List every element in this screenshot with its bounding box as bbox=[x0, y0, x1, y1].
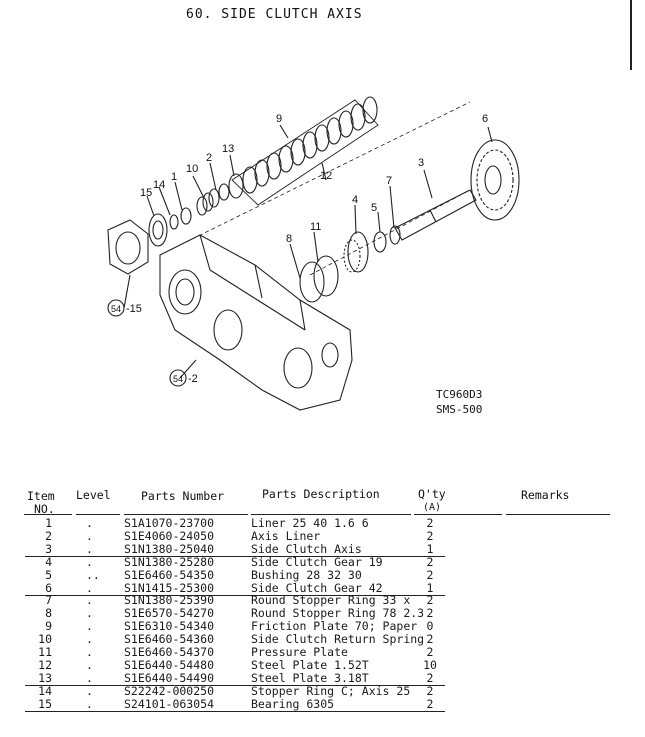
callout-5: 5 bbox=[371, 202, 378, 214]
callout-12: 12 bbox=[320, 170, 333, 182]
table-row bbox=[0, 659, 645, 672]
row-level: . bbox=[86, 580, 93, 595]
ref-54b-suffix: -2 bbox=[188, 373, 198, 385]
ref-54a: 54 bbox=[111, 304, 122, 314]
clutch-plate-stack bbox=[243, 97, 377, 193]
callout-2: 2 bbox=[206, 152, 213, 164]
callout-11: 11 bbox=[310, 221, 322, 233]
row-level: . bbox=[86, 554, 93, 569]
header-rule bbox=[506, 514, 610, 515]
header-parts-number: Parts Number bbox=[141, 489, 225, 503]
row-parts-number: S1N1380-25040 bbox=[124, 541, 215, 556]
row-parts-description: Round Stopper Ring 33 x bbox=[251, 593, 411, 608]
callout-15: 15 bbox=[140, 187, 153, 199]
row-qty: 2 bbox=[426, 670, 434, 685]
row-parts-number: S1N1415-25300 bbox=[124, 580, 215, 595]
row-qty: 2 bbox=[426, 516, 434, 530]
header-rule bbox=[251, 514, 411, 515]
row-parts-number: S1E6440-54490 bbox=[124, 670, 215, 685]
row-item: 5 bbox=[45, 567, 52, 582]
row-level: . bbox=[86, 683, 93, 698]
row-item: 3 bbox=[45, 541, 52, 556]
row-qty: 2 bbox=[426, 683, 434, 698]
header-rule bbox=[76, 514, 120, 515]
row-qty: 1 bbox=[426, 541, 434, 556]
row-qty: 2 bbox=[426, 567, 434, 582]
row-item: 13 bbox=[38, 670, 52, 685]
row-qty: 2 bbox=[426, 528, 434, 543]
diagram-code-2: SMS-500 bbox=[436, 403, 483, 416]
row-parts-description: Steel Plate 3.18T bbox=[251, 670, 369, 685]
page-title: 60. SIDE CLUTCH AXIS bbox=[186, 7, 363, 22]
row-parts-description: Side Clutch Gear 19 bbox=[251, 554, 383, 569]
header-rule bbox=[124, 514, 248, 515]
row-level: . bbox=[86, 593, 93, 608]
row-level: . bbox=[86, 516, 93, 530]
row-level: . bbox=[86, 645, 93, 659]
row-level: . bbox=[86, 670, 93, 685]
header-parts-description: Parts Description bbox=[262, 487, 380, 501]
row-qty: 2 bbox=[426, 696, 434, 711]
row-qty: 2 bbox=[426, 593, 434, 608]
row-parts-description: Round Stopper Ring 78 2.3 bbox=[251, 606, 425, 621]
row-parts-description: Bearing 6305 bbox=[251, 696, 335, 711]
row-parts-description: Side Clutch Return Spring bbox=[251, 632, 425, 647]
callout-1: 1 bbox=[171, 171, 178, 183]
row-item: 14 bbox=[38, 683, 52, 698]
row-parts-description: Friction Plate 70; Paper bbox=[251, 619, 418, 634]
header-rule bbox=[24, 514, 72, 515]
row-item: 2 bbox=[45, 528, 52, 543]
ref-54b: 54 bbox=[173, 374, 184, 384]
table-row bbox=[0, 569, 645, 582]
row-parts-description: Bushing 28 32 30 bbox=[251, 567, 362, 582]
row-level: . bbox=[86, 606, 93, 621]
exploded-parts-diagram bbox=[0, 30, 645, 470]
callout-4: 4 bbox=[352, 194, 359, 206]
header-rule bbox=[414, 514, 502, 515]
row-item: 12 bbox=[38, 657, 52, 672]
row-qty: 1 bbox=[426, 580, 434, 595]
row-parts-number: S1A1070-23700 bbox=[124, 516, 215, 530]
callout-9: 9 bbox=[276, 113, 283, 125]
row-parts-description: Pressure Plate bbox=[251, 645, 348, 659]
header-remarks: Remarks bbox=[521, 488, 570, 502]
row-parts-number: S1E4060-24050 bbox=[124, 528, 215, 543]
row-parts-number: S1E6440-54480 bbox=[124, 657, 215, 672]
table-row bbox=[0, 685, 645, 698]
row-item: 4 bbox=[45, 554, 52, 569]
row-parts-description: Side Clutch Gear 42 bbox=[251, 580, 383, 595]
header-item-no: NO. bbox=[34, 502, 55, 516]
row-item: 6 bbox=[45, 580, 52, 595]
callout-8: 8 bbox=[286, 233, 293, 245]
row-level: . bbox=[86, 696, 93, 711]
row-level: .. bbox=[86, 567, 100, 582]
header-level: Level bbox=[76, 488, 111, 502]
row-parts-number: S1E6460-54360 bbox=[124, 632, 215, 647]
callout-3: 3 bbox=[418, 157, 425, 169]
row-item: 1 bbox=[45, 516, 52, 530]
row-level: . bbox=[86, 632, 93, 647]
row-parts-number: S1E6460-54370 bbox=[124, 645, 215, 659]
header-qty: Q'ty bbox=[418, 487, 446, 501]
row-item: 9 bbox=[45, 619, 52, 634]
row-level: . bbox=[86, 541, 93, 556]
table-row bbox=[0, 556, 645, 569]
callout-7: 7 bbox=[386, 175, 393, 187]
table-row bbox=[0, 530, 645, 543]
row-parts-description: Liner 25 40 1.6 6 bbox=[251, 516, 369, 530]
callout-6: 6 bbox=[482, 113, 489, 125]
row-parts-description: Stopper Ring C; Axis 25 bbox=[251, 683, 411, 698]
row-item: 11 bbox=[38, 645, 52, 659]
row-level: . bbox=[86, 619, 93, 634]
row-parts-number: S1N1380-25280 bbox=[124, 554, 215, 569]
diagram-code-1: TC960D3 bbox=[436, 388, 483, 401]
gear-6 bbox=[471, 140, 519, 220]
row-parts-description: Side Clutch Axis bbox=[251, 541, 362, 556]
row-parts-number: S22242-000250 bbox=[124, 683, 215, 698]
row-parts-number: S1E6310-54340 bbox=[124, 619, 215, 634]
row-item: 10 bbox=[38, 632, 52, 647]
callout-14: 14 bbox=[153, 179, 166, 191]
row-parts-number: S24101-063054 bbox=[124, 696, 215, 711]
row-qty: 2 bbox=[426, 645, 434, 659]
ref-54a-suffix: -15 bbox=[126, 303, 142, 315]
callout-10: 10 bbox=[186, 163, 199, 175]
table-row bbox=[25, 698, 445, 712]
row-item: 8 bbox=[45, 606, 52, 621]
row-parts-description: Axis Liner bbox=[251, 528, 321, 543]
row-qty: 10 bbox=[423, 657, 437, 672]
row-level: . bbox=[86, 657, 93, 672]
header-qty-sub: (A) bbox=[423, 502, 442, 513]
row-qty: 2 bbox=[426, 606, 434, 621]
row-parts-number: S1E6460-54350 bbox=[124, 567, 215, 582]
header-item: Item bbox=[27, 489, 55, 503]
row-item: 7 bbox=[45, 593, 52, 608]
row-item: 15 bbox=[38, 696, 52, 711]
row-level: . bbox=[86, 528, 93, 543]
row-qty: 2 bbox=[426, 632, 434, 647]
row-qty: 2 bbox=[426, 554, 434, 569]
row-parts-number: S1N1380-25390 bbox=[124, 593, 215, 608]
callout-13: 13 bbox=[222, 143, 235, 155]
row-parts-number: S1E6570-54270 bbox=[124, 606, 215, 621]
row-qty: 0 bbox=[426, 619, 434, 634]
row-parts-description: Steel Plate 1.52T bbox=[251, 657, 369, 672]
table-row bbox=[0, 517, 645, 530]
